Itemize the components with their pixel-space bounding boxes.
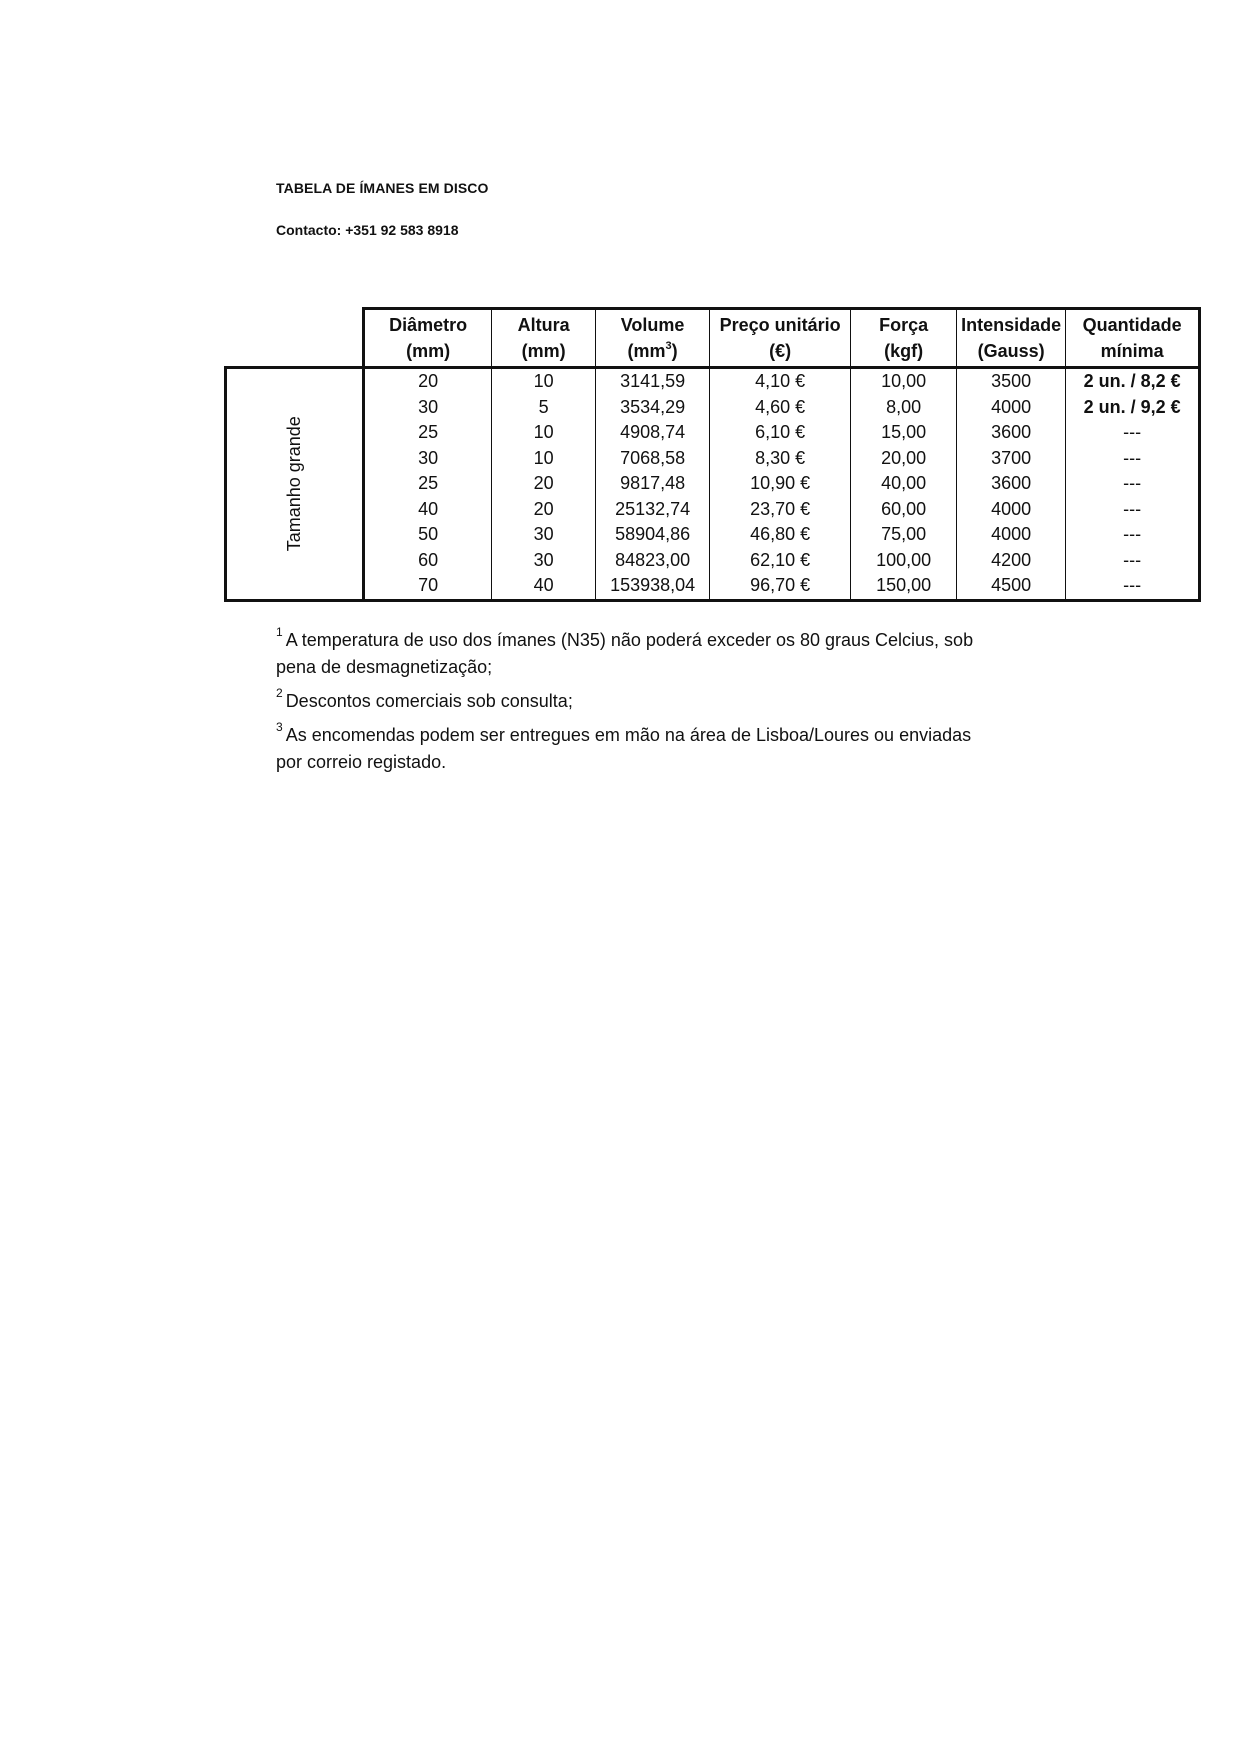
table-row bbox=[226, 446, 1200, 472]
table-row bbox=[226, 548, 1200, 574]
cell-intensity: 4000 bbox=[957, 395, 1066, 421]
footnotes bbox=[276, 627, 996, 783]
cell-force: 8,00 bbox=[851, 395, 957, 421]
cell-intensity: 3600 bbox=[957, 471, 1066, 497]
cell-diameter: 30 bbox=[364, 395, 492, 421]
cell-force: 75,00 bbox=[851, 522, 957, 548]
cell-volume: 58904,86 bbox=[596, 522, 710, 548]
cell-force: 15,00 bbox=[851, 420, 957, 446]
header-diameter: Diâmetro (mm) bbox=[364, 309, 492, 368]
cell-height: 20 bbox=[492, 497, 596, 523]
cell-min-quantity: 2 un. / 9,2 € bbox=[1066, 395, 1200, 421]
cell-diameter: 50 bbox=[364, 522, 492, 548]
cell-height: 30 bbox=[492, 522, 596, 548]
cell-volume: 3141,59 bbox=[596, 368, 710, 395]
cell-diameter: 25 bbox=[364, 420, 492, 446]
cell-diameter: 40 bbox=[364, 497, 492, 523]
cell-diameter: 20 bbox=[364, 368, 492, 395]
table-row bbox=[226, 420, 1200, 446]
header-intensity: Intensidade (Gauss) bbox=[957, 309, 1066, 368]
cell-min-quantity: --- bbox=[1066, 573, 1200, 600]
cell-diameter: 60 bbox=[364, 548, 492, 574]
cell-intensity: 3600 bbox=[957, 420, 1066, 446]
table-row bbox=[226, 395, 1200, 421]
header-unit-price: Preço unitário (€) bbox=[710, 309, 851, 368]
footnote-1: $^1$ A temperatura de uso dos ímanes (N35) não poderá exceder os 80 graus Celcius, sob pena de desmagnetização; bbox=[276, 625, 974, 677]
cell-unit-price: 8,30 € bbox=[710, 446, 851, 472]
cell-force: 20,00 bbox=[851, 446, 957, 472]
cell-intensity: 4000 bbox=[957, 522, 1066, 548]
header-height: Altura (mm) bbox=[492, 309, 596, 368]
header-volume: Volume $(mm^3)$ bbox=[596, 309, 710, 368]
header-min-quantity: Quantidade mínima bbox=[1066, 309, 1200, 368]
contact-line: Contacto: +351 92 583 8918 bbox=[276, 222, 459, 238]
cell-unit-price: 4,10 € bbox=[710, 368, 851, 395]
cell-height: 10 bbox=[492, 420, 596, 446]
header-spacer bbox=[226, 309, 364, 368]
magnets-table-wrapper bbox=[224, 307, 1201, 602]
cell-unit-price: 6,10 € bbox=[710, 420, 851, 446]
cell-intensity: 4500 bbox=[957, 573, 1066, 600]
table-row bbox=[226, 573, 1200, 600]
cell-volume: 84823,00 bbox=[596, 548, 710, 574]
table-header-row bbox=[226, 309, 1200, 368]
cell-min-quantity: --- bbox=[1066, 548, 1200, 574]
table-row bbox=[226, 471, 1200, 497]
cell-volume: 4908,74 bbox=[596, 420, 710, 446]
footnote-3: $^3$ As encomendas podem ser entregues em mão na área de Lisboa/Loures ou enviadas por correio registado. bbox=[276, 720, 972, 772]
cell-min-quantity: --- bbox=[1066, 497, 1200, 523]
cell-height: 40 bbox=[492, 573, 596, 600]
group-label-cell bbox=[226, 368, 364, 601]
footnote-2: $^2$ Descontos comerciais sob consulta; bbox=[276, 686, 573, 711]
cell-diameter: 30 bbox=[364, 446, 492, 472]
magnets-table bbox=[224, 307, 1201, 602]
table-row bbox=[226, 368, 1200, 395]
cell-volume: 3534,29 bbox=[596, 395, 710, 421]
cell-unit-price: 10,90 € bbox=[710, 471, 851, 497]
cell-min-quantity: --- bbox=[1066, 420, 1200, 446]
cell-diameter: 70 bbox=[364, 573, 492, 600]
cell-force: 150,00 bbox=[851, 573, 957, 600]
cell-min-quantity: --- bbox=[1066, 446, 1200, 472]
cell-force: 100,00 bbox=[851, 548, 957, 574]
cell-unit-price: 4,60 € bbox=[710, 395, 851, 421]
cell-force: 10,00 bbox=[851, 368, 957, 395]
header-force: Força (kgf) bbox=[851, 309, 957, 368]
cell-intensity: 4200 bbox=[957, 548, 1066, 574]
cell-height: 20 bbox=[492, 471, 596, 497]
cell-height: 10 bbox=[492, 368, 596, 395]
cell-volume: 7068,58 bbox=[596, 446, 710, 472]
cell-volume: 153938,04 bbox=[596, 573, 710, 600]
table-row bbox=[226, 522, 1200, 548]
cell-intensity: 4000 bbox=[957, 497, 1066, 523]
cell-intensity: 3700 bbox=[957, 446, 1066, 472]
cell-unit-price: 46,80 € bbox=[710, 522, 851, 548]
table-row bbox=[226, 497, 1200, 523]
cell-diameter: 25 bbox=[364, 471, 492, 497]
cell-height: 5 bbox=[492, 395, 596, 421]
cell-min-quantity: 2 un. / 8,2 € bbox=[1066, 368, 1200, 395]
cell-unit-price: 23,70 € bbox=[710, 497, 851, 523]
cell-min-quantity: --- bbox=[1066, 522, 1200, 548]
cell-unit-price: 62,10 € bbox=[710, 548, 851, 574]
group-label: Tamanho grande bbox=[283, 416, 304, 552]
document-title: TABELA DE ÍMANES EM DISCO bbox=[276, 180, 489, 196]
cell-height: 10 bbox=[492, 446, 596, 472]
cell-volume: 25132,74 bbox=[596, 497, 710, 523]
cell-force: 60,00 bbox=[851, 497, 957, 523]
cell-unit-price: 96,70 € bbox=[710, 573, 851, 600]
cell-force: 40,00 bbox=[851, 471, 957, 497]
cell-intensity: 3500 bbox=[957, 368, 1066, 395]
cell-height: 30 bbox=[492, 548, 596, 574]
cell-volume: 9817,48 bbox=[596, 471, 710, 497]
cell-min-quantity: --- bbox=[1066, 471, 1200, 497]
